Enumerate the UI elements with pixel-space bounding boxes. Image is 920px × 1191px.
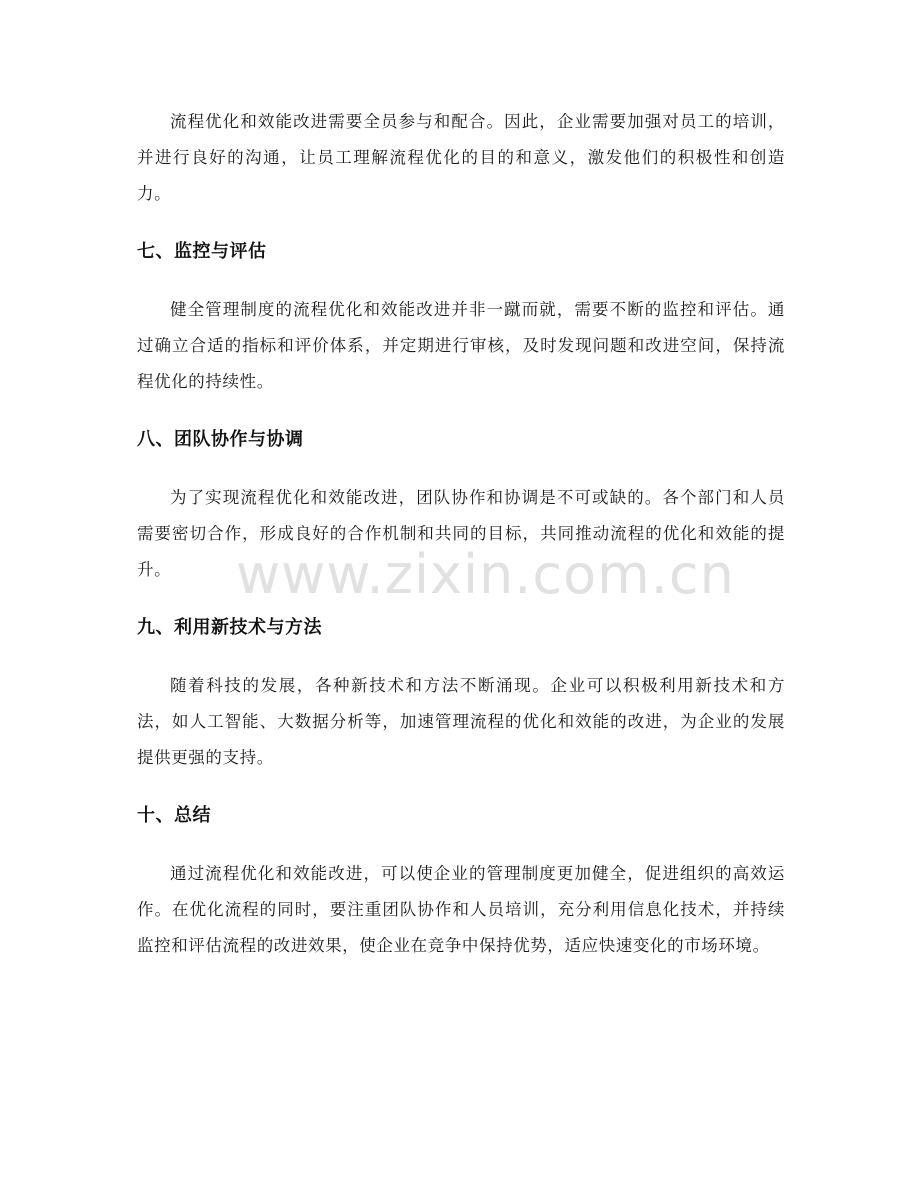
paragraph-intro: 流程优化和效能改进需要全员参与和配合。因此，企业需要加强对员工的培训，并进行良好的沟通，让员工理解流程优化的目的和意义，激发他们的积极性和创造力。	[137, 112, 785, 203]
paragraph-team-collaboration: 为了实现流程优化和效能改进，团队协作和协调是不可或缺的。各个部门和人员需要密切合作，形成良好的合作机制和共同的目标，共同推动流程的优化和效能的提升。	[137, 488, 785, 579]
document-body	[137, 104, 785, 964]
heading-team-collaboration: 八、团队协作与协调	[137, 429, 304, 450]
watermark: www.zixin.com.cn	[236, 543, 735, 606]
heading-new-technology: 九、利用新技术与方法	[137, 617, 322, 638]
heading-summary: 十、总结	[137, 805, 211, 826]
heading-monitoring-evaluation: 七、监控与评估	[137, 241, 267, 262]
paragraph-new-technology: 随着科技的发展，各种新技术和方法不断涌现。企业可以积极利用新技术和方法，如人工智能、大数据分析等，加速管理流程的优化和效能的改进，为企业的发展提供更强的支持。	[137, 676, 785, 767]
paragraph-summary: 通过流程优化和效能改进，可以使企业的管理制度更加健全，促进组织的高效运作。在优化流程的同时，要注重团队协作和人员培训，充分利用信息化技术，并持续监控和评估流程的改进效果，使企业在竞争中保持优势，适应快速变化的市场环境。	[137, 864, 785, 955]
paragraph-monitoring-evaluation: 健全管理制度的流程优化和效能改进并非一蹴而就，需要不断的监控和评估。通过确立合适的指标和评价体系，并定期进行审核，及时发现问题和改进空间，保持流程优化的持续性。	[137, 300, 785, 391]
